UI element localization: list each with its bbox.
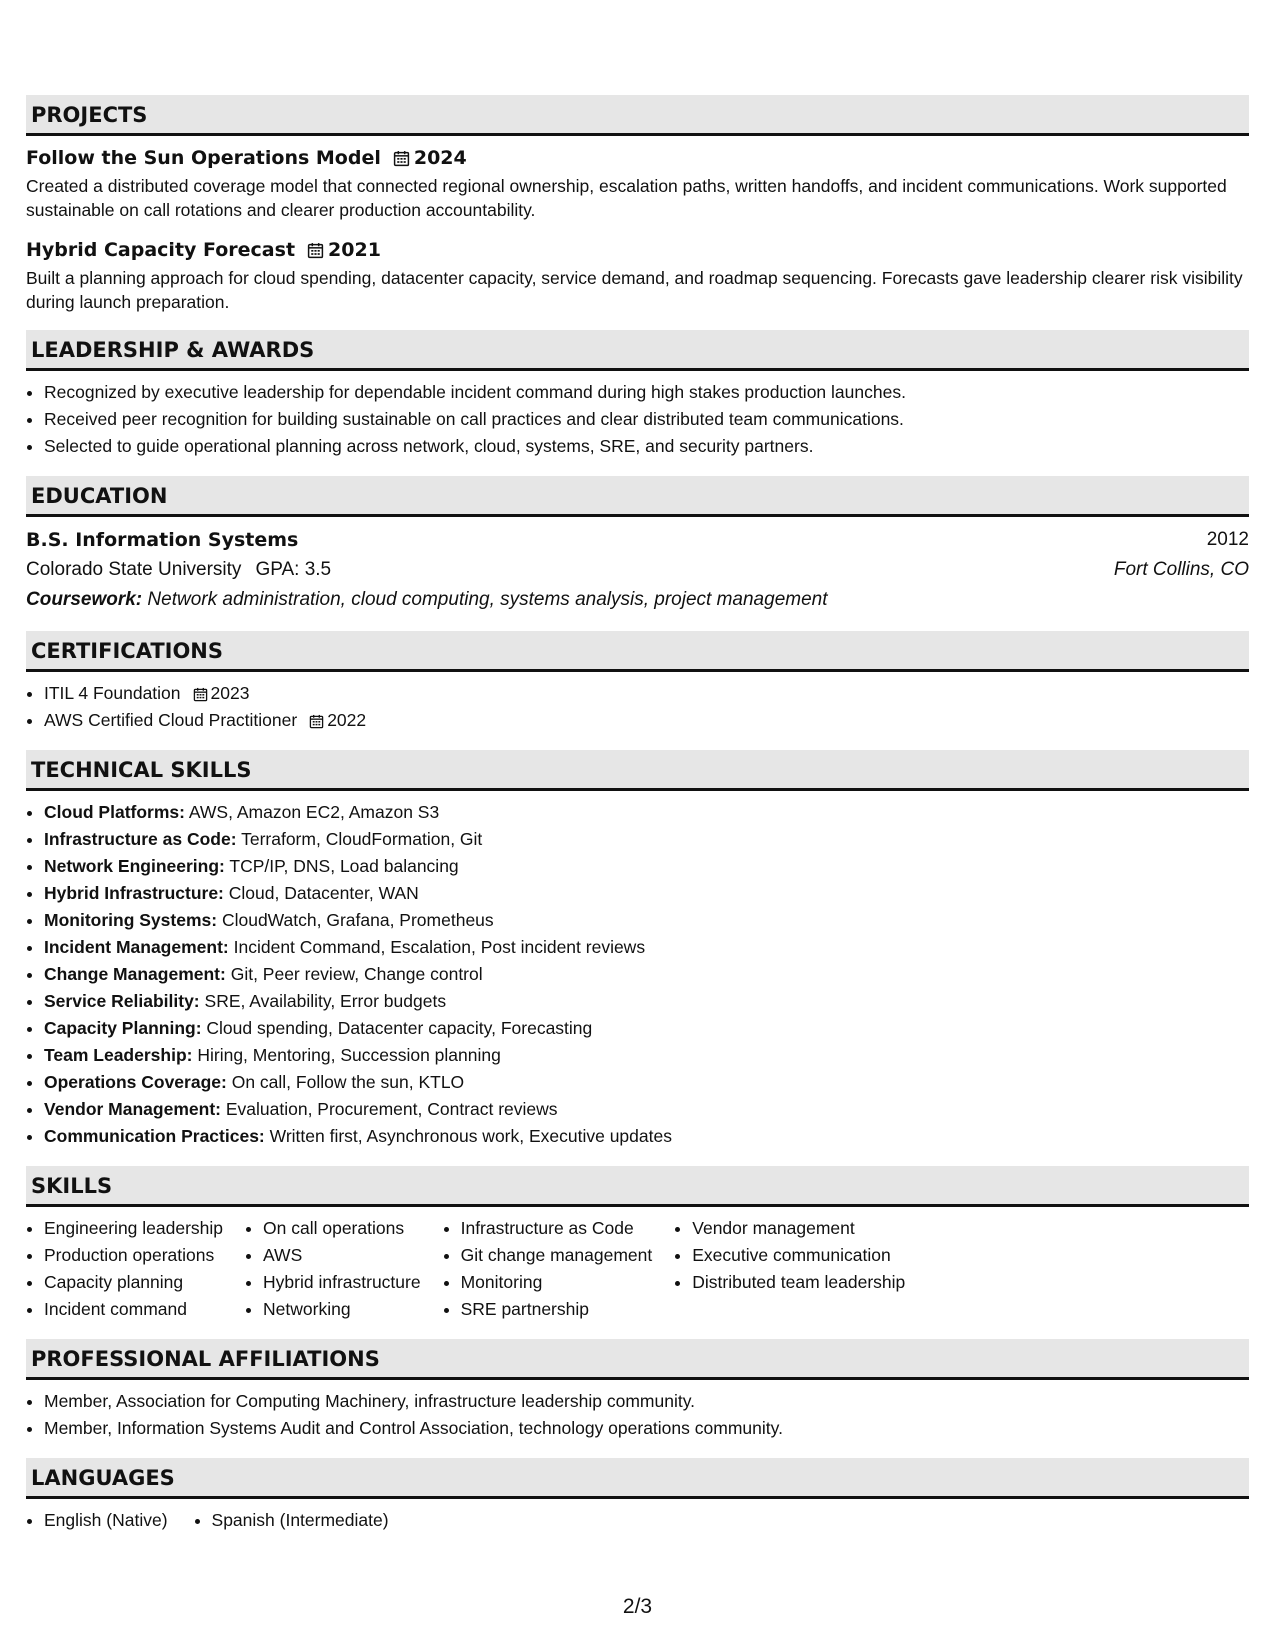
list-item: • SRE partnership: [461, 1296, 653, 1323]
skills-section: [26, 1166, 1249, 1323]
certification-name: ITIL 4 Foundation: [44, 683, 181, 703]
skill-value: Written first, Asynchronous work, Executive updates: [269, 1126, 672, 1146]
skill-value: TCP/IP, DNS, Load balancing: [229, 856, 459, 876]
skill-label: Service Reliability:: [44, 991, 200, 1011]
skill-value: AWS, Amazon EC2, Amazon S3: [188, 802, 440, 822]
list-item: • Member, Association for Computing Machinery, infrastructure leadership community.: [44, 1388, 1249, 1415]
list-item: • Distributed team leadership: [692, 1269, 905, 1296]
list-item: • Received peer recognition for building sustainable on call practices and clear distributed team communications.: [44, 406, 1249, 433]
section-heading: LEADERSHIP & AWARDS: [26, 330, 1249, 371]
calendar-icon: [193, 687, 208, 702]
section-heading: PROFESSIONAL AFFILIATIONS: [26, 1339, 1249, 1380]
skill-label: Network Engineering:: [44, 856, 225, 876]
resume-page: [26, 95, 1249, 1550]
certifications-section: [26, 631, 1249, 734]
list-item: [44, 707, 1249, 734]
skill-label: Capacity Planning:: [44, 1018, 202, 1038]
list-item: • Selected to guide operational planning across network, cloud, systems, SRE, and security partners.: [44, 433, 1249, 460]
list-item: • Incident command: [44, 1296, 223, 1323]
skill-value: CloudWatch, Grafana, Prometheus: [221, 910, 494, 930]
list-item: • AWS: [263, 1242, 421, 1269]
school-location: Fort Collins, CO: [1113, 559, 1249, 580]
skill-value: SRE, Availability, Error budgets: [204, 991, 447, 1011]
list-item: • Member, Information Systems Audit and Control Association, technology operations community.: [44, 1415, 1249, 1442]
skill-label: Vendor Management:: [44, 1099, 221, 1119]
technical-skills-list: [26, 799, 1249, 1150]
calendar-icon: [307, 242, 324, 259]
skill-label: Team Leadership:: [44, 1045, 193, 1065]
skill-label: Operations Coverage:: [44, 1072, 227, 1092]
certification-name: AWS Certified Cloud Practitioner: [44, 710, 298, 730]
list-item: [44, 880, 1249, 907]
list-item: [44, 907, 1249, 934]
degree: B.S. Information Systems: [26, 529, 299, 551]
section-heading: SKILLS: [26, 1166, 1249, 1207]
certification-year: 2023: [210, 683, 250, 703]
list-item: • English (Native): [44, 1507, 168, 1534]
coursework-value: Network administration, cloud computing, systems analysis, project management: [147, 589, 828, 610]
project-item: [26, 236, 1249, 314]
list-item: [44, 826, 1249, 853]
project-description: Created a distributed coverage model that connected regional ownership, escalation paths, written handoffs, and incident communications. Work supported sustainable on call rotations and clearer production accountability.: [26, 176, 1227, 220]
list-item: • Recognized by executive leadership for dependable incident command during high stakes production launches.: [44, 379, 1249, 406]
list-item: • Production operations: [44, 1242, 223, 1269]
list-item: [44, 853, 1249, 880]
list-item: • Infrastructure as Code: [461, 1215, 653, 1242]
graduation-year: 2012: [1206, 529, 1249, 550]
list-item: • Spanish (Intermediate): [212, 1507, 389, 1534]
project-year: 2024: [413, 147, 467, 169]
project-title: Hybrid Capacity Forecast: [26, 239, 296, 261]
languages-list: [26, 1507, 1249, 1534]
skill-value: Incident Command, Escalation, Post incident reviews: [233, 937, 646, 957]
calendar-icon: [309, 714, 324, 729]
leadership-section: [26, 330, 1249, 460]
affiliations-section: [26, 1339, 1249, 1442]
skill-value: Git, Peer review, Change control: [230, 964, 483, 984]
certification-year: 2022: [327, 710, 367, 730]
list-item: • Networking: [263, 1296, 421, 1323]
project-year: 2021: [328, 239, 381, 261]
technical-skills-section: [26, 750, 1249, 1150]
list-item: • Hybrid infrastructure: [263, 1269, 421, 1296]
calendar-icon: [393, 150, 410, 167]
list-item: • On call operations: [263, 1215, 421, 1242]
skills-column: [26, 1215, 223, 1323]
list-item: [44, 1042, 1249, 1069]
school-name: Colorado State University: [26, 559, 242, 580]
skill-label: Cloud Platforms:: [44, 802, 185, 822]
project-title: Follow the Sun Operations Model: [26, 147, 381, 169]
skills-column: [245, 1215, 421, 1323]
section-heading: CERTIFICATIONS: [26, 631, 1249, 672]
project-description: Built a planning approach for cloud spending, datacenter capacity, service demand, and roadmap sequencing. Forecasts gave leadership clearer risk visibility during launch preparation.: [26, 268, 1243, 312]
list-item: • Monitoring: [461, 1269, 653, 1296]
skill-value: Evaluation, Procurement, Contract reviews: [225, 1099, 558, 1119]
education-section: [26, 476, 1249, 615]
gpa: GPA: 3.5: [255, 559, 332, 580]
coursework-label: Coursework:: [26, 589, 143, 610]
list-item: [44, 799, 1249, 826]
skill-value: Terraform, CloudFormation, Git: [241, 829, 483, 849]
skill-label: Incident Management:: [44, 937, 229, 957]
skill-value: Cloud, Datacenter, WAN: [228, 883, 419, 903]
skill-label: Monitoring Systems:: [44, 910, 218, 930]
list-item: [44, 1123, 1249, 1150]
skills-column: [443, 1215, 653, 1323]
projects-section: [26, 95, 1249, 314]
skill-label: Change Management:: [44, 964, 226, 984]
leadership-list: [26, 379, 1249, 460]
skills-columns: [26, 1215, 1249, 1323]
list-item: [44, 680, 1249, 707]
list-item: [44, 1069, 1249, 1096]
list-item: • Git change management: [461, 1242, 653, 1269]
section-heading: TECHNICAL SKILLS: [26, 750, 1249, 791]
languages-section: [26, 1458, 1249, 1534]
project-item: [26, 144, 1249, 222]
skill-value: Hiring, Mentoring, Succession planning: [197, 1045, 501, 1065]
affiliations-list: [26, 1388, 1249, 1442]
list-item: [44, 961, 1249, 988]
list-item: • Executive communication: [692, 1242, 905, 1269]
section-heading: LANGUAGES: [26, 1458, 1249, 1499]
list-item: • Vendor management: [692, 1215, 905, 1242]
skill-label: Infrastructure as Code:: [44, 829, 237, 849]
page-number: 2/3: [622, 1595, 653, 1618]
list-item: [44, 934, 1249, 961]
certifications-list: [26, 680, 1249, 734]
list-item: [44, 1015, 1249, 1042]
skills-column: [674, 1215, 905, 1323]
list-item: • Capacity planning: [44, 1269, 223, 1296]
coursework: [26, 585, 1249, 615]
list-item: [44, 988, 1249, 1015]
list-item: [44, 1096, 1249, 1123]
list-item: • Engineering leadership: [44, 1215, 223, 1242]
section-heading: PROJECTS: [26, 95, 1249, 136]
skill-value: Cloud spending, Datacenter capacity, Forecasting: [206, 1018, 593, 1038]
skill-label: Communication Practices:: [44, 1126, 265, 1146]
section-heading: EDUCATION: [26, 476, 1249, 517]
skill-value: On call, Follow the sun, KTLO: [231, 1072, 465, 1092]
skill-label: Hybrid Infrastructure:: [44, 883, 224, 903]
